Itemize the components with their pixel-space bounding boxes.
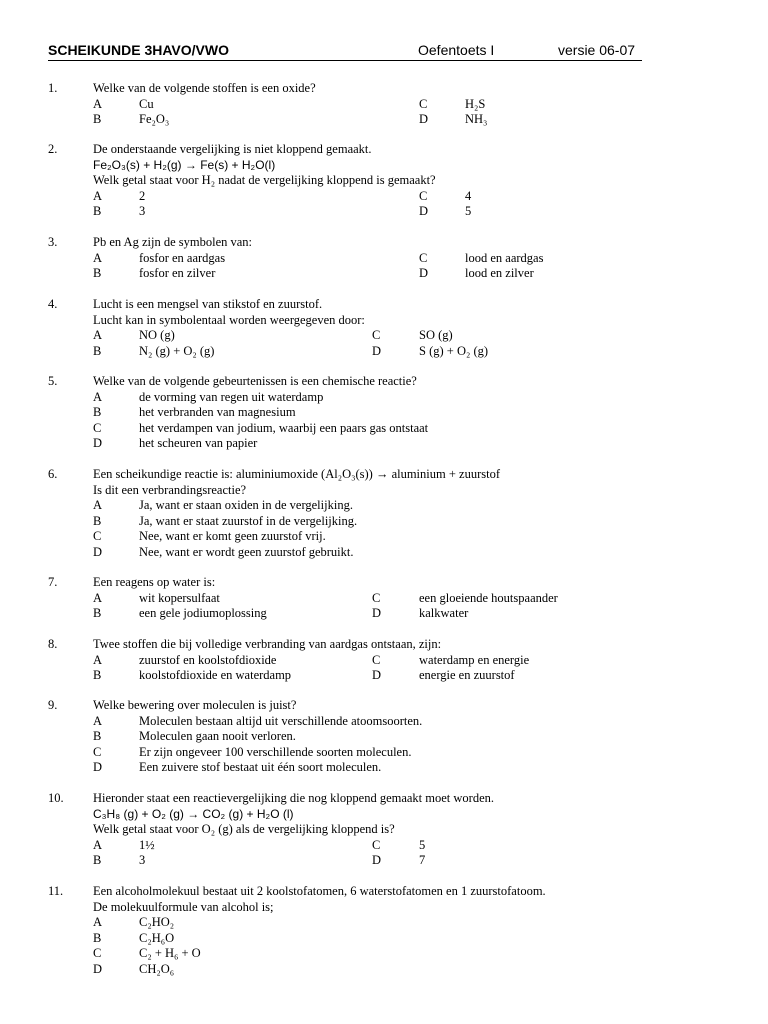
option-a-letter: A [93,328,103,342]
question-text: Pb en Ag zijn de symbolen van: [93,235,253,249]
question-text: Een scheikundige reactie is: aluminiumoxide (Al₂O₃(s)) → aluminium + zuurstof [93,467,500,481]
option-d-letter: D [93,760,103,774]
option-a-text: C₂HO₂ [139,915,175,929]
option-b-letter: B [93,606,102,620]
option-a-text: Moleculen bestaan altijd uit verschillende atoomsoorten. [139,713,423,728]
option-c-letter: C [93,744,102,759]
option-row [0,529,768,545]
option-d-letter: D [93,544,103,559]
option-d-text: 5 [465,204,472,218]
option-a-letter: A [93,915,103,929]
question-number: 5. [48,374,58,388]
option-row [0,591,768,607]
question-1 [0,81,768,128]
option-c-text: lood en aardgas [465,250,544,265]
option-row [0,390,768,406]
question-5 [0,374,768,452]
option-a-letter: A [93,389,103,404]
question-number: 2. [48,142,58,156]
question-10 [0,791,768,869]
option-b-text: C₂H₆O [139,930,175,945]
question-text: Lucht kan in symbolentaal worden weergegeven door: [93,312,365,327]
reaction-equation: Fe₂O₃(s) + H₂(g) → Fe(s) + H₂O(l) [93,157,276,172]
question-number: 4. [48,297,58,311]
option-b-text: 3 [139,204,146,218]
option-row [0,946,768,962]
option-row [0,729,768,745]
question-3 [0,235,768,282]
option-a-letter: A [93,837,103,852]
option-b-letter: B [93,930,102,945]
option-b-text: het verbranden van magnesium [139,405,296,419]
option-d-letter: D [93,436,103,450]
option-row [0,436,768,452]
option-c-text: het verdampen van jodium, waarbij een paars gas ontstaat [139,420,429,435]
option-b-text: fosfor en zilver [139,266,216,280]
question-text: Een reagens op water is: [93,575,216,589]
option-c-letter: C [372,328,381,342]
option-b-text: een gele jodiumoplossing [139,606,267,620]
option-c-letter: C [93,420,102,435]
option-c-text: Nee, want er komt geen zuurstof vrij. [139,529,326,543]
option-row [0,760,768,776]
option-a-text: Cu [139,96,154,111]
question-2 [0,142,768,220]
question-text: Is dit een verbrandingsreactie? [93,482,247,497]
option-d-text: S (g) + O₂ (g) [419,343,489,358]
option-b-letter: B [93,204,102,218]
option-row [0,344,768,360]
option-b-text: Fe₂O₃ [139,112,170,126]
option-a-letter: A [93,652,103,667]
option-c-letter: C [419,188,428,203]
question-text: Welke van de volgende stoffen is een oxide? [93,81,316,95]
option-a-letter: A [93,188,103,203]
option-row [0,606,768,622]
question-text: Hieronder staat een reactievergelijking die nog kloppend gemaakt moet worden. [93,791,495,805]
option-b-letter: B [93,729,102,743]
option-row [0,838,768,854]
option-row [0,745,768,761]
option-c-text: H₂S [465,96,486,111]
option-c-text: C₂ + H₆ + O [139,946,201,960]
option-a-letter: A [93,96,103,111]
option-row [0,251,768,267]
option-d-text: energie en zuurstof [419,668,515,682]
option-d-letter: D [419,204,429,218]
page-header [48,42,642,61]
question-text: Welke bewering over moleculen is juist? [93,698,297,712]
option-row [0,498,768,514]
test-name: Oefentoets I [418,42,495,58]
question-number: 3. [48,235,58,249]
question-number: 1. [48,81,58,95]
option-row [0,421,768,437]
question-8 [0,637,768,684]
option-a-letter: A [93,713,103,728]
question-number: 7. [48,575,58,589]
option-row [0,915,768,931]
option-a-text: Ja, want er staan oxiden in de vergelijking. [139,498,353,512]
option-row [0,266,768,282]
option-d-text: CH₂O₆ [139,961,175,976]
option-row [0,668,768,684]
option-d-text: het scheuren van papier [139,436,258,450]
option-a-text: 2 [139,188,146,203]
option-b-letter: B [93,112,102,126]
option-b-letter: B [93,266,102,280]
question-text: Welke van de volgende gebeurtenissen is een chemische reactie? [93,374,417,388]
option-a-text: NO (g) [139,328,175,342]
option-c-text: 5 [419,837,426,852]
option-b-text: N₂ (g) + O₂ (g) [139,343,215,358]
option-c-text: Er zijn ongeveer 100 verschillende soorten moleculen. [139,744,412,759]
question-4 [0,297,768,359]
option-c-letter: C [93,529,102,543]
option-a-text: wit kopersulfaat [139,590,220,605]
option-b-letter: B [93,853,102,867]
option-row [0,931,768,947]
option-b-text: Ja, want er staat zuurstof in de vergelijking. [139,513,358,528]
question-number: 8. [48,637,58,651]
question-number: 11. [48,884,64,898]
question-text: De molekuulformule van alcohol is; [93,899,274,914]
option-row [0,514,768,530]
option-a-letter: A [93,498,103,512]
option-a-letter: A [93,250,103,265]
question-number: 10. [48,791,64,805]
question-text: Een alcoholmolekuul bestaat uit 2 koolstofatomen, 6 waterstofatomen en 1 zuurstofatoom. [93,884,546,898]
option-row [0,112,768,128]
option-row [0,405,768,421]
question-7 [0,575,768,622]
option-d-text: lood en zilver [465,266,534,280]
option-row [0,97,768,113]
option-d-letter: D [419,112,429,126]
question-text: Twee stoffen die bij volledige verbranding van aardgas ontstaan, zijn: [93,637,442,651]
option-c-text: 4 [465,188,472,203]
question-6 [0,467,768,560]
option-a-letter: A [93,590,103,605]
option-d-text: NH₃ [465,112,488,126]
option-d-letter: D [372,668,382,682]
option-b-text: koolstofdioxide en waterdamp [139,668,292,682]
subject-title: SCHEIKUNDE 3HAVO/VWO [48,42,229,58]
option-c-letter: C [419,250,428,265]
option-d-letter: D [372,606,382,620]
option-c-letter: C [372,652,381,667]
version-label: versie 06-07 [558,42,636,58]
option-c-text: een gloeiende houtspaander [419,590,558,605]
option-row [0,204,768,220]
question-text: Lucht is een mengsel van stikstof en zuurstof. [93,297,323,311]
option-b-text: Moleculen gaan nooit verloren. [139,729,296,743]
option-a-text: zuurstof en koolstofdioxide [139,652,277,667]
option-c-letter: C [419,96,428,111]
option-row [0,545,768,561]
question-11 [0,884,768,977]
option-c-text: SO (g) [419,328,453,342]
question-9 [0,698,768,776]
option-c-text: waterdamp en energie [419,652,530,667]
option-b-letter: B [93,513,102,528]
option-d-letter: D [93,961,103,976]
option-d-letter: D [419,266,429,280]
option-a-text: 1½ [139,837,155,852]
option-row [0,328,768,344]
option-row [0,189,768,205]
option-row [0,653,768,669]
question-text: De onderstaande vergelijking is niet kloppend gemaakt. [93,142,372,156]
option-c-letter: C [372,590,381,605]
option-b-text: 3 [139,853,146,867]
reaction-equation: C₃H₈ (g) + O₂ (g) → CO₂ (g) + H₂O (l) [93,806,294,821]
option-d-text: 7 [419,853,426,867]
option-d-text: kalkwater [419,606,469,620]
option-row [0,853,768,869]
option-a-text: de vorming van regen uit waterdamp [139,389,324,404]
option-d-letter: D [372,853,382,867]
option-c-letter: C [93,946,102,960]
option-b-letter: B [93,343,102,358]
option-row [0,962,768,978]
option-row [0,714,768,730]
question-text: Welk getal staat voor O₂ (g) als de vergelijking kloppend is? [93,822,395,836]
question-text: Welk getal staat voor H₂ nadat de vergelijking kloppend is gemaakt? [93,173,436,187]
question-number: 6. [48,467,58,481]
option-b-letter: B [93,405,102,419]
option-a-text: fosfor en aardgas [139,250,226,265]
option-c-letter: C [372,837,381,852]
option-d-letter: D [372,343,382,358]
option-d-text: Nee, want er wordt geen zuurstof gebruikt. [139,544,354,559]
question-number: 9. [48,698,58,712]
option-b-letter: B [93,668,102,682]
option-d-text: Een zuivere stof bestaat uit één soort moleculen. [139,760,382,774]
